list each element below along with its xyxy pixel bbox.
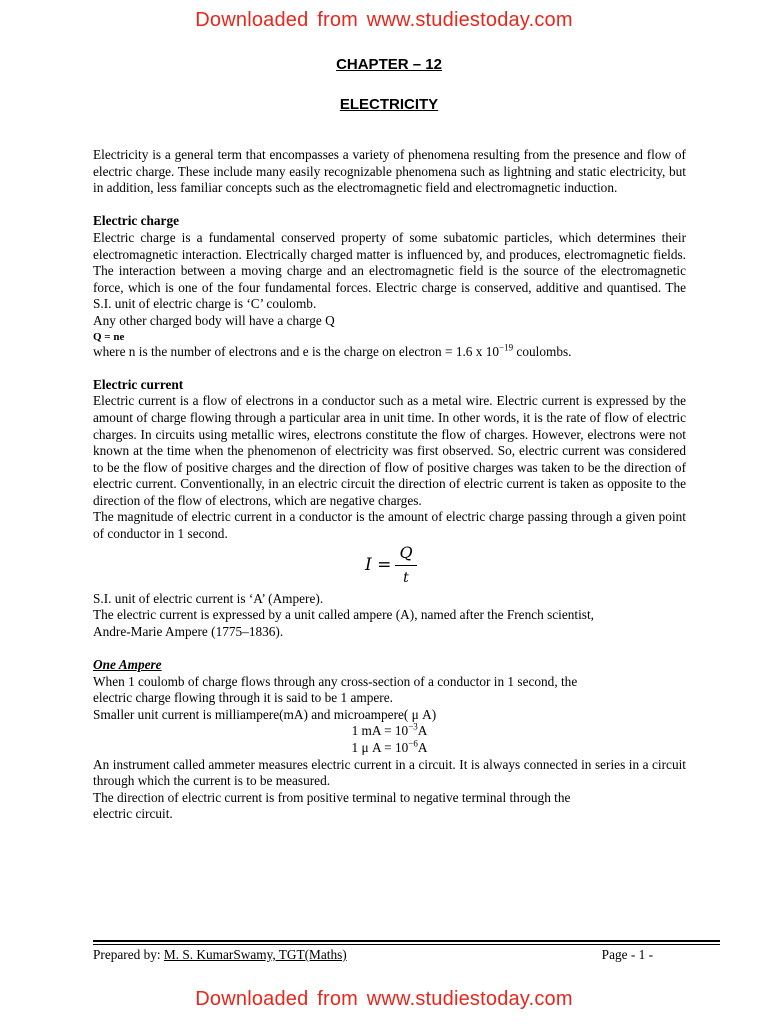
charge-where-line	[93, 344, 686, 361]
milliampere-equation	[93, 723, 686, 740]
electric-charge-paragraph: Electric charge is a fundamental conserved property of some subatomic particles, which determines their electromagnetic interaction. Electrically charged matter is influenced by, and produces, electromagnetic fields. The interaction between a moving charge and an electromagnetic field is the source of the electromagnetic force, which is one of the four fundamental forces. Electric charge is conserved, additive and quantised. The S.I. unit of electric charge is ‘C’ coulomb.	[93, 229, 686, 312]
formula-denominator: t	[403, 569, 409, 586]
download-banner-bottom[interactable]: Downloaded from www.studiestoday.com	[195, 988, 573, 1010]
author-name: M. S. KumarSwamy, TGT(Maths)	[163, 947, 347, 962]
chapter-heading: CHAPTER – 12	[336, 56, 442, 73]
smaller-units-line: Smaller unit current is milliampere(mA) and microampere( μ A)	[93, 706, 437, 722]
direction-line-2: electric circuit.	[93, 806, 173, 822]
ampere-line-2: Andre-Marie Ampere (1775–1836).	[93, 623, 284, 639]
one-ampere-line-2: electric charge flowing through it is said to be 1 ampere.	[93, 690, 393, 706]
charge-where-text: where n is the number of electrons and e is the charge on electron = 1.6 x 10	[93, 343, 500, 359]
page-title: ELECTRICITY	[339, 96, 439, 113]
charge-equation: Q = ne	[93, 330, 125, 343]
ma-text: 1 mA = 10	[351, 723, 409, 739]
ammeter-paragraph: An instrument called ammeter measures electric current in a circuit. It is always connected in series in a circuit through which the current is to be measured.	[93, 756, 686, 789]
page-number: Page - 1 -	[601, 947, 653, 962]
section-heading-electric-charge: Electric charge	[93, 213, 180, 229]
fraction-bar	[395, 565, 417, 566]
magnitude-paragraph: The magnitude of electric current in a conductor is the amount of electric charge passing through a given point of conductor in 1 second.	[93, 509, 686, 542]
section-heading-one-ampere: One Ampere	[93, 657, 162, 673]
page-footer	[93, 947, 653, 963]
footer-divider-thin	[93, 944, 720, 945]
prepared-label: Prepared by:	[93, 947, 164, 962]
formula-numerator: Q	[399, 542, 413, 562]
ampere-line-1: The electric current is expressed by a unit called ampere (A), named after the French scientist,	[93, 607, 595, 623]
footer-prepared	[93, 947, 347, 963]
charged-body-line: Any other charged body will have a charge Q	[93, 312, 335, 328]
charge-exponent: −19	[499, 342, 514, 353]
ua-unit: A	[417, 740, 428, 755]
section-heading-electric-current: Electric current	[93, 376, 184, 392]
one-ampere-line-1: When 1 coulomb of charge flows through any cross-section of a conductor in 1 second, the	[93, 673, 578, 689]
electric-current-paragraph: Electric current is a flow of electrons in a conductor such as a metal wire. Electric current is expressed by the amount of charge flowing through a particular area in unit time. In other words, it is the rate of flow of electric charges. In circuits using metallic wires, electrons constitute the flow of charges. However, electrons were not known at the time when the phenomenon of electricity was first observed. So, electric current was considered to be the flow of positive charges and the direction of flow of positive charges was taken to be the direction of electric current. Conventionally, in an electric circuit the direction of electric current is taken as opposite to the direction of the flow of electrons, which are negative charges.	[93, 393, 686, 508]
current-formula	[93, 543, 686, 591]
direction-line-1: The direction of electric current is from positive terminal to negative terminal through the	[93, 789, 571, 805]
formula-fraction	[395, 543, 417, 588]
ua-text: 1 μ A = 10	[351, 740, 409, 755]
intro-paragraph: Electricity is a general term that encompasses a variety of phenomena resulting from the presence and flow of electric charge. These include many easily recognizable phenomena such as lightning and static electricity, but in addition, less familiar concepts such as the electromagnetic field and electromagnetic induction.	[93, 147, 686, 196]
formula-lhs: I =	[365, 554, 392, 575]
footer-divider	[93, 940, 720, 942]
microampere-equation	[93, 740, 686, 757]
ma-unit: A	[417, 723, 428, 739]
download-banner-top[interactable]: Downloaded from www.studiestoday.com	[195, 9, 573, 31]
ma-exponent: −3	[408, 721, 418, 732]
ua-exponent: −6	[408, 738, 418, 749]
si-unit-line: S.I. unit of electric current is ‘A’ (Ampere).	[93, 590, 324, 606]
document-body	[93, 147, 686, 823]
charge-where-unit: coulombs.	[513, 343, 572, 359]
